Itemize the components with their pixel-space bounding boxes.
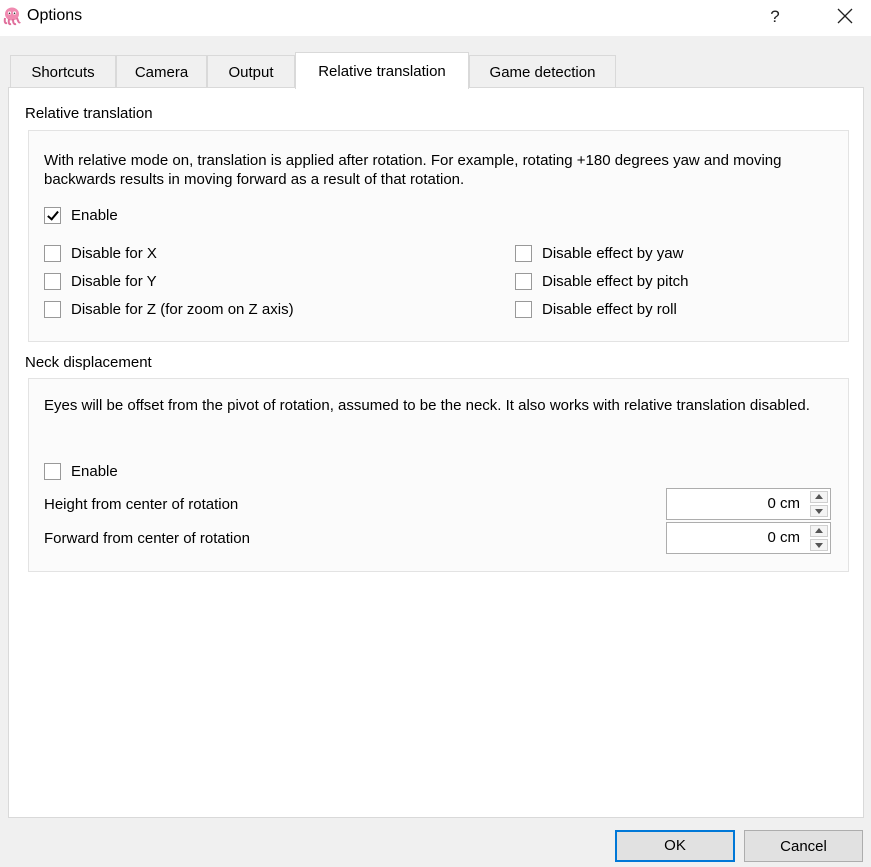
relative-translation-title: Relative translation [25, 105, 153, 122]
relative-enable-checkbox[interactable] [44, 207, 118, 224]
forward-value: 0 cm [767, 529, 800, 546]
tab-relative-translation[interactable]: Relative translation [295, 52, 469, 89]
checkbox-label: Disable for X [71, 245, 157, 262]
help-button[interactable] [752, 0, 798, 34]
disable-yaw-checkbox[interactable] [515, 245, 683, 262]
checkbox-label: Disable effect by yaw [542, 245, 684, 262]
help-icon: ? [770, 7, 780, 26]
tab-panel [8, 87, 864, 818]
chevron-down-icon [815, 543, 823, 548]
relative-translation-description: With relative mode on, translation is applied after rotation. For example, rotating +180 degrees yaw and moving backwards results in moving forward as a result of that rotation. [44, 152, 782, 188]
neck-enable-checkbox[interactable] [44, 463, 118, 480]
forward-label: Forward from center of rotation [44, 530, 250, 547]
spin-down-button[interactable] [810, 505, 828, 517]
checkbox-box [44, 463, 61, 480]
checkbox-box [515, 273, 532, 290]
octopus-app-icon [2, 6, 22, 26]
disable-roll-checkbox[interactable] [515, 301, 677, 318]
neck-displacement-description: Eyes will be offset from the pivot of rotation, assumed to be the neck. It also works with relative translation disabled. [44, 397, 810, 414]
tab-shortcuts[interactable]: Shortcuts [10, 55, 116, 87]
checkbox-label: Disable effect by roll [542, 301, 677, 318]
checkbox-label: Disable for Z (for zoom on Z axis) [71, 301, 294, 318]
height-label: Height from center of rotation [44, 496, 239, 513]
checkbox-label: Disable effect by pitch [542, 273, 689, 290]
title-bar [0, 0, 871, 36]
forward-spinbox[interactable] [666, 522, 831, 554]
chevron-up-icon [815, 528, 823, 533]
height-value: 0 cm [767, 495, 800, 512]
checkbox-box [515, 301, 532, 318]
window-title: Options [27, 7, 83, 24]
checkbox-box [44, 273, 61, 290]
disable-z-checkbox[interactable] [44, 301, 294, 318]
chevron-up-icon [815, 494, 823, 499]
checkbox-label: Enable [71, 207, 118, 224]
disable-y-checkbox[interactable] [44, 273, 157, 290]
close-button[interactable] [822, 0, 868, 34]
checkbox-box [44, 207, 61, 224]
disable-pitch-checkbox[interactable] [515, 273, 688, 290]
relative-translation-group [28, 130, 849, 342]
checkbox-box [515, 245, 532, 262]
spin-down-button[interactable] [810, 539, 828, 551]
chevron-down-icon [815, 509, 823, 514]
neck-displacement-title: Neck displacement [25, 354, 152, 371]
close-icon [837, 8, 853, 24]
ok-button[interactable]: OK [615, 830, 735, 862]
height-spinbox[interactable] [666, 488, 831, 520]
spin-up-button[interactable] [810, 491, 828, 503]
checkbox-box [44, 301, 61, 318]
checkbox-label: Enable [71, 463, 118, 480]
spin-up-button[interactable] [810, 525, 828, 537]
tab-camera[interactable]: Camera [116, 55, 207, 87]
neck-displacement-group [28, 378, 849, 572]
cancel-button[interactable]: Cancel [744, 830, 863, 862]
disable-x-checkbox[interactable] [44, 245, 157, 262]
tab-output[interactable]: Output [207, 55, 295, 87]
checkbox-box [44, 245, 61, 262]
checkbox-label: Disable for Y [71, 273, 157, 290]
tab-game-detection[interactable]: Game detection [469, 55, 616, 87]
